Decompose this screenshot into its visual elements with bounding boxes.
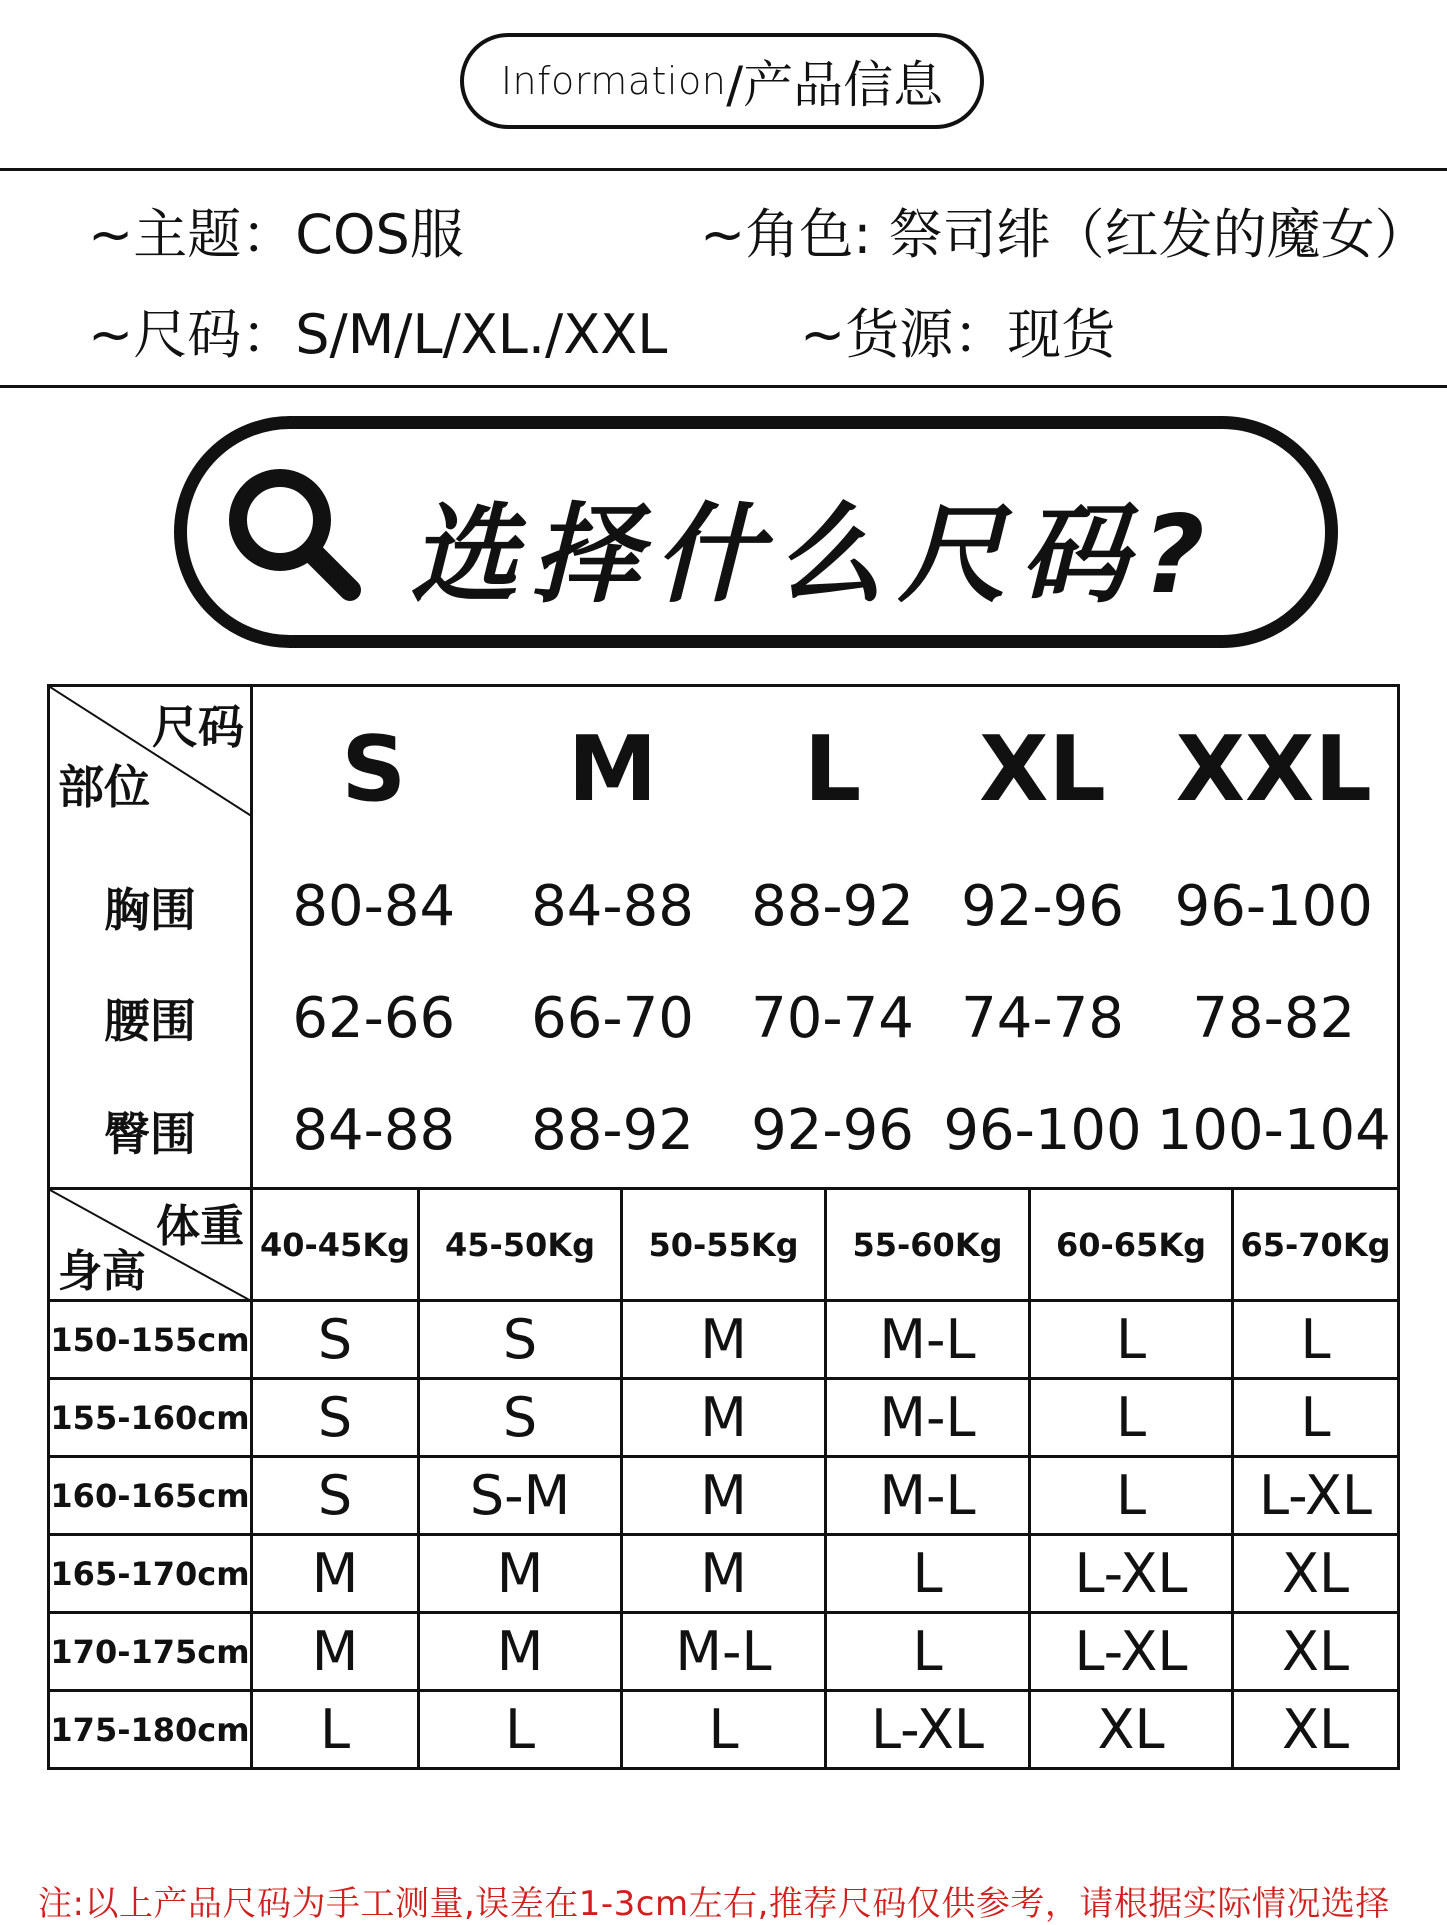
table-cell: M — [252, 1535, 419, 1613]
table-cell: 96-100 — [943, 1098, 1142, 1164]
info-pill — [460, 33, 984, 129]
table-cell: 70-74 — [751, 985, 914, 1051]
table-cell: M — [622, 1457, 826, 1535]
table-row — [49, 1457, 1399, 1535]
table-cell: 78-82 — [1192, 985, 1356, 1051]
table-cell: M-L — [826, 1379, 1030, 1457]
table-cell: XL — [1030, 1691, 1233, 1769]
measurement-note: 注:以上产品尺码为手工测量,误差在1-3cm左右,推荐尺码仅供参考，请根据实际情况选择 — [38, 1884, 1390, 1924]
table-cell: XL — [1233, 1691, 1399, 1769]
table-cell: S — [252, 1301, 419, 1379]
size-header-l: L — [803, 716, 862, 822]
height-label: 175-180cm — [49, 1691, 252, 1769]
corner-label-part: 部位 — [58, 760, 150, 814]
table-cell: M — [419, 1535, 622, 1613]
weight-header: 55-60Kg — [826, 1189, 1030, 1301]
table-cell: L — [1233, 1379, 1399, 1457]
row-label-waist: 腰围 — [49, 963, 252, 1075]
height-label: 170-175cm — [49, 1613, 252, 1691]
table-row — [49, 1301, 1399, 1379]
size-header-xxl: XXL — [1175, 716, 1372, 822]
table-cell: 92-96 — [751, 1098, 914, 1164]
weight-header: 45-50Kg — [419, 1189, 622, 1301]
table-cell: L — [826, 1613, 1030, 1691]
fit-table-corner — [49, 1189, 252, 1301]
size-header-xl: XL — [979, 716, 1106, 822]
table-cell: 66-70 — [531, 985, 694, 1051]
spec-role: ~角色: 祭司绯（红发的魔女） — [700, 203, 1429, 266]
spec-source: ~货源：现货 — [800, 303, 1116, 366]
table-cell: S — [419, 1301, 622, 1379]
table-cell: M — [252, 1613, 419, 1691]
divider-top — [0, 168, 1447, 171]
table-cell: L — [252, 1691, 419, 1769]
weight-header: 40-45Kg — [252, 1189, 419, 1301]
corner-label-height: 身高 — [58, 1246, 146, 1297]
divider-middle — [0, 385, 1447, 388]
table-cell: L — [1030, 1301, 1233, 1379]
table-row — [49, 963, 1399, 1075]
table-cell: XL — [1233, 1535, 1399, 1613]
table-cell: M — [622, 1379, 826, 1457]
corner-label-size: 尺码 — [152, 700, 244, 754]
spec-theme: ~主题：COS服 — [88, 203, 464, 266]
size-measurement-table — [47, 684, 1400, 1190]
height-weight-table — [47, 1187, 1400, 1770]
table-row — [49, 1074, 1399, 1188]
height-label: 155-160cm — [49, 1379, 252, 1457]
height-label: 160-165cm — [49, 1457, 252, 1535]
table-cell: L — [419, 1691, 622, 1769]
table-row — [49, 1379, 1399, 1457]
size-header-m: M — [567, 716, 658, 822]
height-label: 150-155cm — [49, 1301, 252, 1379]
table-cell: 84-88 — [531, 874, 694, 940]
search-icon — [222, 462, 362, 602]
table-cell: 84-88 — [292, 1098, 456, 1164]
table-cell: 88-92 — [751, 874, 914, 940]
spec-size: ~尺码：S/M/L/XL./XXL — [88, 303, 668, 366]
table-cell: 100-104 — [1156, 1098, 1391, 1164]
table-cell: L — [622, 1691, 826, 1769]
table-cell: 88-92 — [531, 1098, 694, 1164]
table-cell: M-L — [826, 1457, 1030, 1535]
row-label-chest: 胸围 — [49, 851, 252, 963]
table-cell: M-L — [622, 1613, 826, 1691]
table-cell: M-L — [826, 1301, 1030, 1379]
banner-title: 选择什么尺码? — [410, 493, 1219, 618]
table-cell: 96-100 — [1174, 874, 1373, 940]
info-title-zh: /产品信息 — [726, 56, 944, 114]
table-cell: 62-66 — [292, 985, 456, 1051]
table-cell: 74-78 — [961, 985, 1124, 1051]
table-cell: S — [419, 1379, 622, 1457]
table-cell: M — [622, 1535, 826, 1613]
table-row — [49, 1613, 1399, 1691]
table-cell: L — [1233, 1301, 1399, 1379]
table-cell: 80-84 — [292, 874, 456, 940]
table-cell: L — [1030, 1457, 1233, 1535]
weight-header: 65-70Kg — [1233, 1189, 1399, 1301]
corner-label-weight: 体重 — [156, 1201, 244, 1252]
weight-header: 60-65Kg — [1030, 1189, 1233, 1301]
table-row — [49, 851, 1399, 963]
table-cell: S-M — [419, 1457, 622, 1535]
height-label: 165-170cm — [49, 1535, 252, 1613]
table-cell: S — [252, 1379, 419, 1457]
table-cell: M — [622, 1301, 826, 1379]
table-cell: L-XL — [826, 1691, 1030, 1769]
table-cell: S — [252, 1457, 419, 1535]
table-cell: M — [419, 1613, 622, 1691]
table-cell: 92-96 — [961, 874, 1124, 940]
table-row — [49, 1535, 1399, 1613]
weight-header: 50-55Kg — [622, 1189, 826, 1301]
table-cell: L-XL — [1030, 1613, 1233, 1691]
table-cell: L-XL — [1030, 1535, 1233, 1613]
table-row — [49, 1691, 1399, 1769]
table-cell: XL — [1233, 1613, 1399, 1691]
table-cell: L-XL — [1233, 1457, 1399, 1535]
table-cell: L — [1030, 1379, 1233, 1457]
row-label-hip: 臀围 — [49, 1074, 252, 1188]
size-header-s: S — [341, 716, 407, 822]
size-table-corner — [49, 686, 252, 852]
info-title-en: Information — [500, 59, 727, 103]
table-cell: L — [826, 1535, 1030, 1613]
